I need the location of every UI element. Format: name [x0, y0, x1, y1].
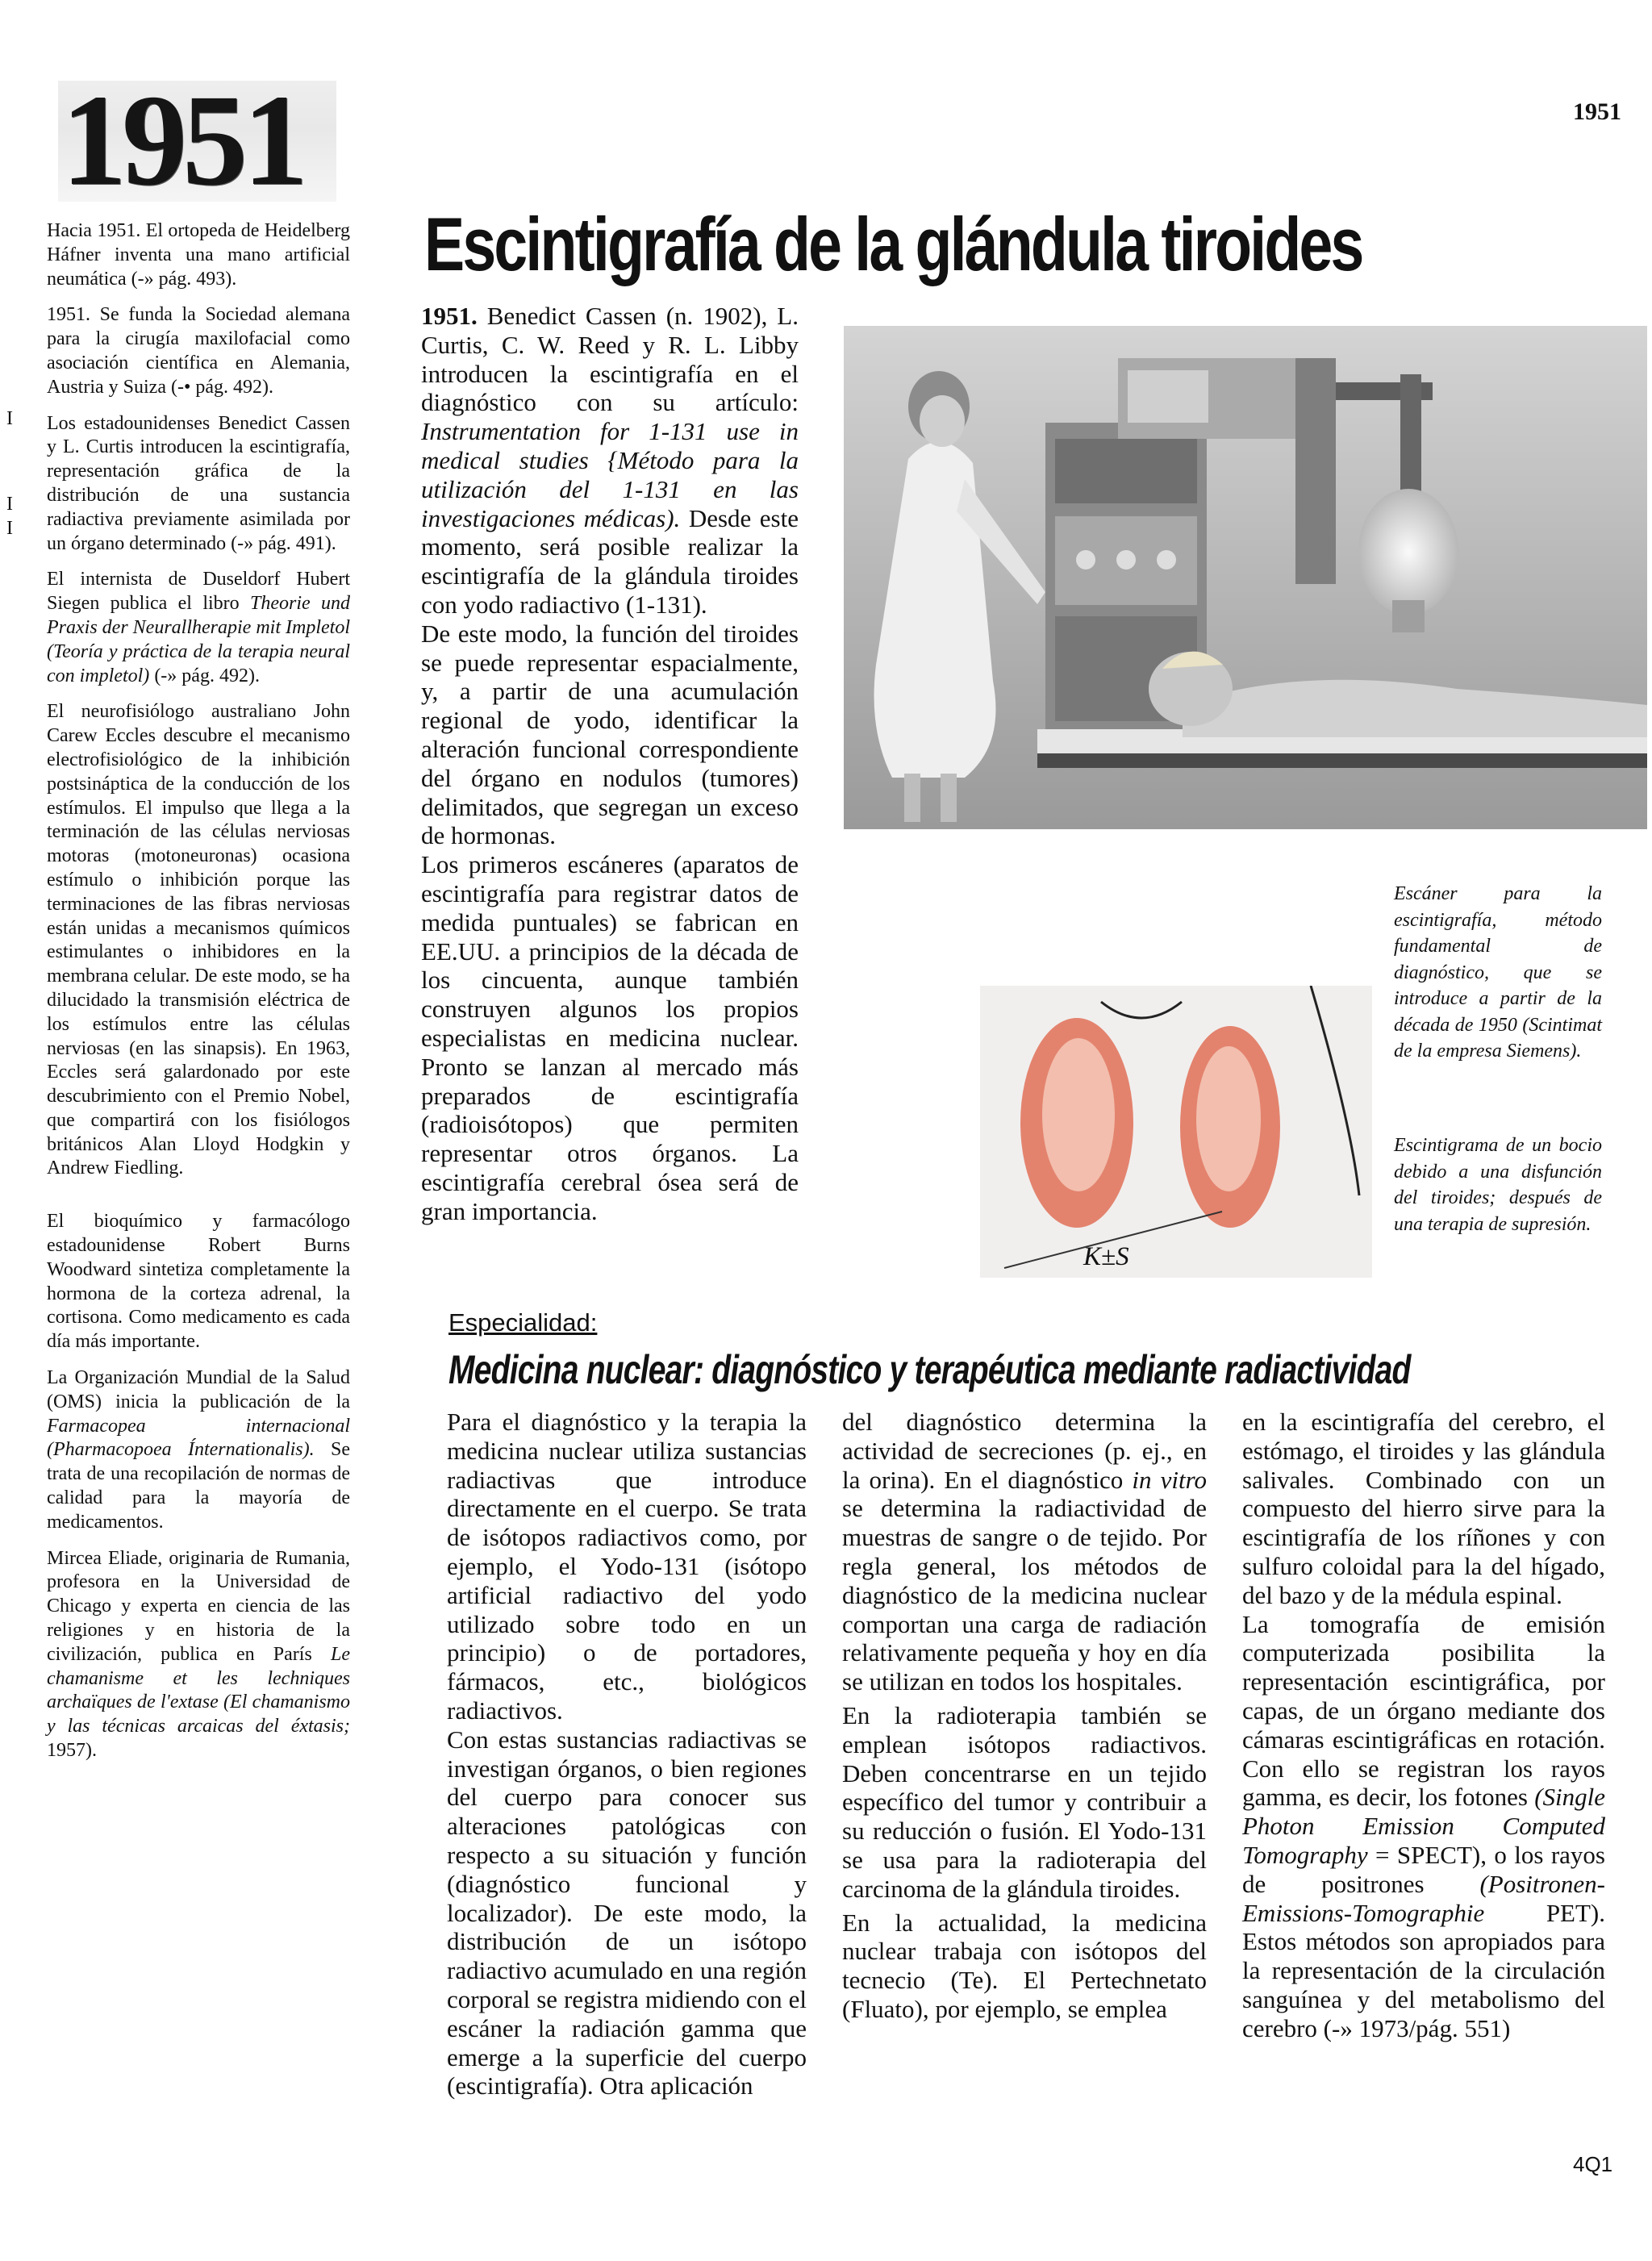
page-year: 1951: [1573, 98, 1621, 125]
paragraph: En la radioterapia también se emplean isótopos radiactivos. Deben concentrarse en un tejido específico del tumor y contribuir a su reducción o fusión. El Yodo-131 se usa para la radioterapia del carcinoma de la glándula tiroides.: [842, 1700, 1207, 1903]
sidebar-note: 1951. Se funda la Sociedad alemana para la cirugía maxilofacial como asociación científica en Alemania, Austria y Suiza (-• pág. 492).: [47, 304, 350, 398]
paragraph: Para el diagnóstico y la terapia la medicina nuclear utiliza sustancias radiactivas que introduce directamente en el cuerpo. Se trata de isótopos radiactivos como, por ejemplo, el Yodo-131 (isótopo artificial radiactivo del yodo utilizado sobre todo en un principio) o de portadores, fármacos, etc., biológicos radiactivos.: [447, 1408, 807, 1725]
section-title: Medicina nuclear: diagnóstico y terapéutica mediante radiactividad: [448, 1347, 1411, 1392]
scintigram-caption: Escintigrama de un bocio debido a una disfunción del tiroides; después de una terapia de supresión.: [1394, 1135, 1602, 1235]
sidebar-note: El neurofisiólogo australiano John Carew Eccles descubre el mecanismo electrofisiológico de la inhibición postsináptica de la conducción de los estímulos. El impulso que llega a la terminación de las células nerviosas motoras (motoneuronas) ocasiona estímulo o inhibición porque las terminaciones de las fibras nerviosas están unidas a mecanismos químicos estimulantes o inhibidores en la membrana celular. De este modo, se ha dilucidado la transmisión eléctrica de los estímulos entre las células nerviosas (en las sinapsis). En 1963, Eccles será galardonado por este descubrimiento con el Premio Nobel, que compartirá con los fisiólogos británicos Alan Lloyd Hodgkin y Andrew Fiedling.: [47, 701, 350, 1179]
paragraph: En la actualidad, la medicina nuclear trabaja con isótopos del tecnecio (Te). El Pertechnetato (Fluato), por ejemplo, se emplea: [842, 1908, 1207, 2023]
scintigram-image: [980, 986, 1372, 1278]
sidebar-note: La Organización Mundial de la Salud (OMS) inicia la publicación de la Farmacopea internacional (Pharmacopoea Ínternationalis). Se trata de una recopilación de normas de calidad para la mayoría de medicamentos.: [47, 1367, 350, 1533]
sidebar-chronology: [47, 219, 350, 1775]
paragraph: del diagnóstico determina la actividad de secreciones (p. ej., en la orina). En el diagnóstico in vitro se determina la radiactividad de muestras de sangre o de tejido. Por regla general, los métodos de diagnóstico de la medicina nuclear comportan una carga de radiación relativamente pequeña y hoy en día se utilizan en todos los hospitales.: [842, 1408, 1208, 1696]
article-title: Escintigrafía de la glándula tiroides: [424, 202, 1362, 286]
sidebar-note: El bioquímico y farmacólogo estadounidense Robert Burns Woodward sintetiza completamente la hormona de la corteza adrenal, la cortisona. Como medicamento es cada día más importante.: [47, 1211, 350, 1353]
scintigram-label: K±S: [1083, 1242, 1129, 1271]
year-stamp-logo: 1951: [58, 81, 336, 202]
text-column-3: [1242, 1408, 1605, 2043]
sidebar-note: El internista de Duseldorf Hubert Siegen publica el libro Theorie und Praxis der Neurallherapie mit Impletol (Teoría y práctica de la terapia neural con impletol) (-» pág. 492).: [47, 569, 350, 686]
lead-paragraph: Los primeros escáneres (aparatos de escintigrafía para registrar datos de medida puntuales) se fabrican en EE.UU. a principios de la década de los cincuenta, aunque también construyen algunos los propios especialistas en medicina nuclear. Pronto se lanzan al mercado más preparados de escintigrafía (radioisótopos) que permiten representar otros órganos. La escintigrafía cerebral ósea será de gran importancia.: [421, 850, 799, 1225]
margin-mark: I: [6, 494, 13, 515]
lead-paragraph: De este modo, la función del tiroides se puede representar espacialmente, y, a partir de una acumulación regional de yodo, identificar la alteración funcional correspondiente del órgano en nodulos (tumores) delimitados, que segregan un exceso de hormonas.: [421, 619, 799, 850]
sidebar-note: Hacia 1951. El ortopeda de Heidelberg Háfner inventa una mano artificial neumática (-» pág. 493).: [47, 220, 350, 290]
margin-mark: I: [6, 408, 13, 429]
paragraph: Con estas sustancias radiactivas se investigan órganos, o bien regiones del cuerpo para conocer sus alteraciones patológicas con respecto a su situación y función (diagnóstico funcional y localizador). De este modo, la distribución de un isótopo radiactivo acumulado en una región corporal se registra midiendo con el escáner la radiación gamma que emerge a la superficie del cuerpo (escintigrafía). Otra aplicación: [447, 1725, 807, 2100]
margin-mark: I: [6, 518, 13, 539]
text-column-2: [842, 1408, 1207, 2024]
article-lead: [421, 302, 799, 1226]
page-number: 4Q1: [1573, 2152, 1613, 2176]
sidebar-note: Mircea Eliade, originaria de Rumania, profesora en la Universidad de Chicago y experta en ciencia de las religiones y en historia de la civilización, publica en París Le chamanisme et les lechniques archaïques de l'extase (El chamanismo y las técnicas arcaicas del éxtasis; 1957).: [47, 1547, 350, 1762]
scanner-photo: [844, 326, 1647, 829]
section-label: Especialidad:: [448, 1308, 598, 1337]
lead-paragraph: 1951. Benedict Cassen (n. 1902), L. Curtis, C. W. Reed y R. L. Libby introducen la escintigrafía en el diagnóstico con su artículo: Instrumentation for 1-131 use in medical studies {Método para la utilización del 1-131 en las investigaciones médicas). Desde este momento, será posible realizar la escintigrafía de la glándula tiroides con yodo radiactivo (1-131).: [421, 302, 799, 619]
photo-caption: Escáner para la escintigrafía, método fundamental de diagnóstico, que se introduce a partir de la década de 1950 (Scintimat de la empresa Siemens).: [1394, 883, 1602, 1062]
paragraph: en la escintigrafía del cerebro, el estómago, el tiroides y las glándula salivales. Combinado con un compuesto del hierro sirve para la escintigrafía de los ríñones y con sulfuro coloidal para la del hígado, del bazo y de la médula espinal.: [1242, 1408, 1605, 1609]
text-column-1: [447, 1408, 807, 2100]
sidebar-note: Los estadounidenses Benedict Cassen y L. Curtis introducen la escintigrafía, representación gráfica de la distribución de una sustancia radiactiva previamente asimilada por un órgano determinado (-» pág. 491).: [47, 412, 350, 554]
paragraph: La tomografía de emisión computerizada posibilita la representación escintigráfica, por capas, de un órgano mediante dos cámaras escintigráficas en rotación. Con ello se registran los rayos gamma, es decir, los fotones (Single Photon Emission Computed Tomography = SPECT), o los rayos de positrones (Positronen-Emissions-Tomographie PET). Estos métodos son apropiados para la representación de la circulación sanguínea y del metabolismo del cerebro (-» 1973/pág. 551): [1242, 1609, 1605, 2042]
